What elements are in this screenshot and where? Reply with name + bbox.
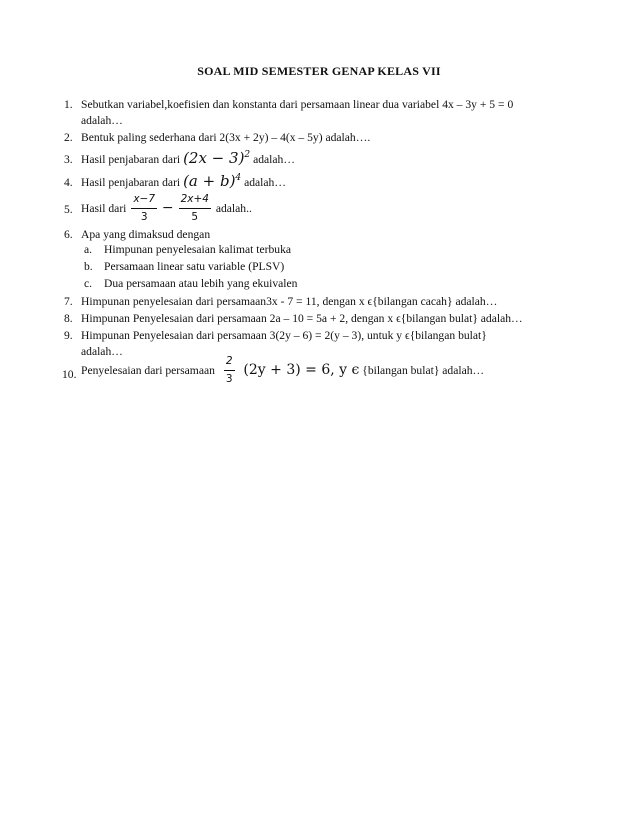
- question-10: [64, 352, 598, 386]
- math-base: (a + b): [183, 172, 236, 190]
- math-exponent: 2: [244, 150, 251, 160]
- question-text: Bentuk paling sederhana dari 2(3x + 2y) – 4(x – 5y) adalah….: [81, 131, 371, 144]
- question-text: Sebutkan variabel,koefisien dan konstanta dari persamaan linear dua variabel 4x – 3y + 5 = 0: [81, 98, 514, 111]
- question-number: 9.: [64, 329, 73, 342]
- sub-item-text: Persamaan linear satu variable (PLSV): [104, 260, 285, 273]
- question-number: 7.: [64, 295, 73, 308]
- fraction-numerator: 2x+4: [179, 192, 211, 209]
- question-text-post: adalah..: [215, 202, 252, 215]
- question-number: 4.: [64, 176, 73, 189]
- question-9-continuation: adalah…: [81, 345, 123, 358]
- fraction-numerator: 2: [224, 354, 235, 371]
- question-text: Himpunan Penyelesaian dari persamaan 3(2y – 6) = 2(y – 3), untuk y ϵ{bilangan bulat}: [81, 329, 487, 342]
- question-text: Apa yang dimaksud dengan: [81, 228, 211, 241]
- question-text-post: {bilangan bulat} adalah…: [362, 364, 485, 377]
- sub-item-text: Himpunan penyelesaian kalimat terbuka: [104, 243, 292, 256]
- question-text-pre: Hasil dari: [81, 202, 127, 215]
- document-title: SOAL MID SEMESTER GENAP KELAS VII: [197, 64, 441, 78]
- question-text-pre: Penyelesaian dari persamaan: [81, 364, 215, 377]
- question-number: 5.: [64, 203, 73, 216]
- question-5: [64, 192, 598, 224]
- fraction-denominator: 3: [140, 211, 148, 223]
- math-expression: [183, 149, 250, 167]
- question-text: Himpunan penyelesaian dari persamaan3x - 7 = 11, dengan x ϵ{bilangan cacah} adalah…: [81, 295, 498, 308]
- question-number: 3.: [64, 153, 73, 166]
- question-3: [64, 148, 598, 168]
- question-number: 10.: [62, 368, 77, 381]
- question-1-continuation: adalah…: [81, 114, 123, 127]
- question-text-post: adalah…: [253, 153, 295, 166]
- question-text-post: adalah…: [244, 176, 286, 189]
- math-base: (2x − 3): [183, 149, 245, 167]
- question-text: [81, 148, 295, 167]
- sub-item-text: Dua persamaan atau lebih yang ekuivalen: [104, 277, 298, 290]
- question-text-pre: Hasil penjabaran dari: [81, 153, 181, 166]
- question-number: 6.: [64, 228, 73, 241]
- question-number: 8.: [64, 312, 73, 325]
- sub-item-label: c.: [84, 277, 93, 290]
- question-text: [81, 192, 252, 225]
- question-text: [81, 171, 286, 190]
- question-4: [64, 171, 598, 191]
- fraction-denominator: 3: [225, 373, 233, 385]
- fraction-1: [131, 192, 157, 225]
- fraction: [224, 354, 235, 387]
- math-exponent: 4: [235, 173, 242, 183]
- minus-operator: −: [161, 200, 174, 216]
- sub-item-label: b.: [84, 260, 93, 273]
- question-text-pre: Hasil penjabaran dari: [81, 176, 181, 189]
- fraction-numerator: x−7: [131, 192, 157, 209]
- sub-item-label: a.: [84, 243, 93, 256]
- math-expression: [183, 172, 241, 190]
- math-expression: (2y + 3) = 6, y ϵ: [243, 362, 360, 378]
- question-text: Himpunan Penyelesaian dari persamaan 2a – 10 = 5a + 2, dengan x ϵ{bilangan bulat} adalah…: [81, 312, 523, 325]
- question-number: 2.: [64, 131, 73, 144]
- fraction-2: [179, 192, 211, 225]
- question-number: 1.: [64, 98, 73, 111]
- fraction-denominator: 5: [191, 211, 199, 223]
- question-text: [81, 354, 484, 387]
